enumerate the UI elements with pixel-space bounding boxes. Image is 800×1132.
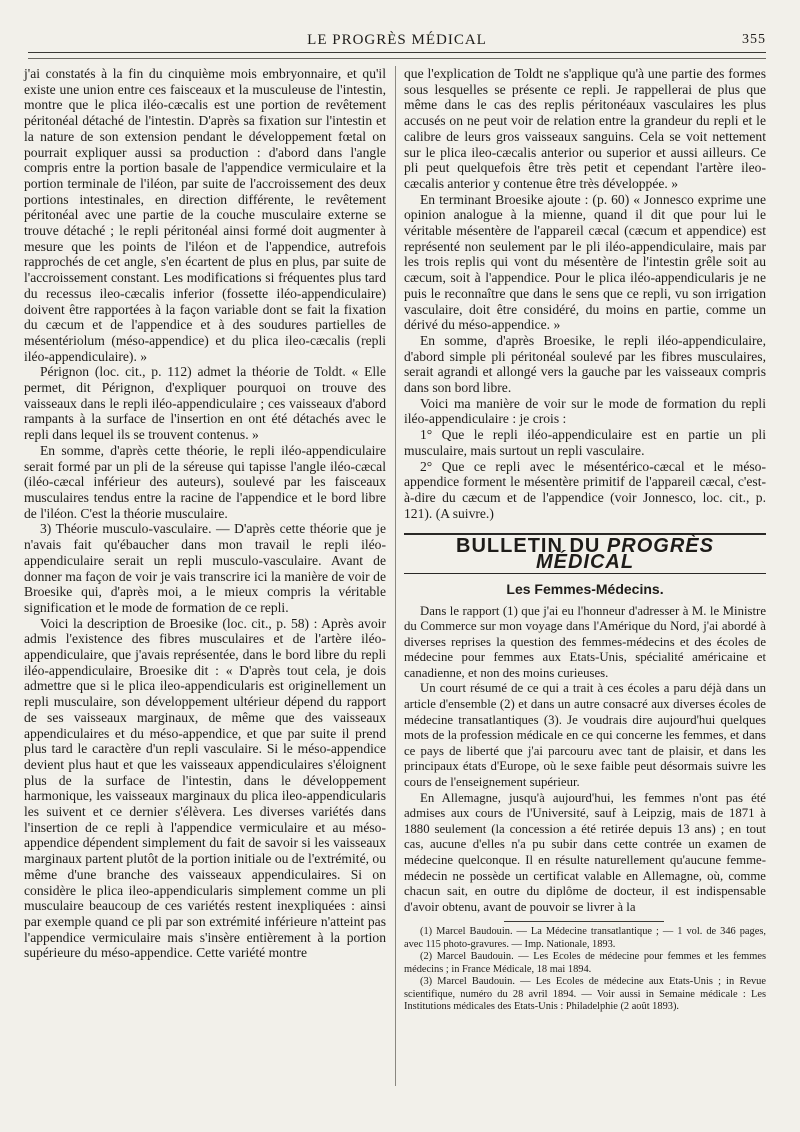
journal-title: LE PROGRÈS MÉDICAL bbox=[307, 32, 487, 48]
section-title: Les Femmes-Médecins. bbox=[506, 580, 664, 597]
column-divider bbox=[395, 66, 396, 1086]
paragraph: Voici ma manière de voir sur le mode de formation du repli iléo-appendiculaire : je crois : bbox=[404, 395, 766, 427]
page-number: 355 bbox=[742, 32, 766, 47]
paragraph: Pérignon (loc. cit., p. 112) admet la théorie de Toldt. « Elle permet, dit Pérignon, d'expliquer pourquoi on trouve des vaisseaux dans le repli iléo-appendiculaire ; ces vaisseaux d'abord rampants à la surface de l'insertion en ont été détachés avec le repli dans lequel ils se trouvent contenus. » bbox=[24, 364, 386, 443]
paragraph: Voici la description de Broesike (loc. cit., p. 58) : Après avoir admis l'existence des fibres musculaires et de l'artère iléo-appendiculaire, que j'avais représentée, dans le bord libre du repli iléo-appendiculaire, Broesike dit : « D'après tout cela, je dois admettre que si le plica ileo-appendicularis est originellement un repli musculaire, son développement ultérieur dépend du rapport de ses vaisseaux marginaux, de même que des vaisseaux appendiculaires et du méso-appendice, et que par suite il prend plus tard le caractère d'un repli vasculaire. Si le méso-appendice devient plus haut et que les vaisseaux appendiculaires s'éloignent plus de la surface de l'intestin, dans le développement harmonique, les vaisseaux marginaux du plica ileo-appendicularis les suivent et ce dernier s'élèvera. Les diverses variétés dans l'insertion de ce repli à l'appendice vermiculaire et au méso-appendice dépendent simplement du fait de savoir si les vaisseaux marginaux partent plutôt de la portion initiale ou de l'extrémité, ou même d'une branche des vaisseaux appendiculaires. Si on considère le plica ileo-appendicularis simplement comme un pli musculaire beaucoup de ces variétés restent inexpliquées : ainsi par exemple quand ce pli par son extrémité inférieure n'atteint pas l'appendice vermiculaire mais s'insère entièrement à la portion supérieure du méso-appendice. Cette variété montre bbox=[24, 615, 386, 961]
paragraph: En terminant Broesike ajoute : (p. 60) « Jonnesco exprime une opinion analogue à la mienne, quand il dit que pour lui le véritable mésentère de l'appareil cæcal (cæcum et appendice) est représenté non seulement par le pli iléo-appendiculaire, mais par les trois replis qui vont du mésentère de l'intestin grêle soit au cæcum, soit à l'appendice. Pour le plica iléo-appendicularis je ne puis le reconnaître que dans le sens que ce repli, vu son irrigation vasculaire, doit être considéré, du moins en partie, comme un dérivé du méso-appendice. » bbox=[404, 191, 766, 333]
footnote: (2) Marcel Baudouin. — Les Ecoles de médecine pour femmes et les femmes médecins ; in France Médicale, 18 mai 1894. bbox=[404, 951, 766, 975]
paragraph: Un court résumé de ce qui a trait à ces écoles a paru déjà dans un article d'ensemble (2) et dans un autre consacré aux diverses écoles de médecine transatlantiques (3). Je voudrais dire aujourd'hui quelques mots de la profession médicale en ce qui concerne les femmes, et dans ce pays de liberté que j'ai parcouru avec tant de plaisir, et dans les principaux états d'Europe, où le sexe faible peut désormais suivre les cours de l'enseignement supérieur. bbox=[404, 681, 766, 790]
paragraph: En somme, d'après cette théorie, le repli iléo-appendiculaire serait formé par un pli de la séreuse qui tapisse l'angle iléo-cæcal (iléo-cæcal inférieur des auteurs), soulevé par les faisceaux musculaires tendus entre la racine de l'appendice et le bord libre de l'iléon. C'est la théorie musculaire. bbox=[24, 442, 386, 521]
right-column bbox=[404, 66, 766, 1014]
paragraph: 3) Théorie musculo-vasculaire. — D'après cette théorie que je n'avais fait qu'ébaucher dans mon travail le repli iléo-appendiculaire serait un repli musculo-vasculaire. Avant de donner ma façon de voir je vais transcrire ici la manière de voir de Broesike qui, d'après moi, a le mieux compris la véritable signification et le mode de formation de ce repli. bbox=[24, 521, 386, 615]
header-rule bbox=[28, 58, 766, 59]
paragraph: 1° Que le repli iléo-appendiculaire est en partie un pli musculaire, mais surtout un repli vasculaire. bbox=[404, 427, 766, 458]
footnote: (3) Marcel Baudouin. — Les Ecoles de médecine aux Etats-Unis ; in Revue scientifique, numéro du 28 avril 1894. — Voir aussi in Semaine médicale : Les Institutions médicales des Etats-Unis : Philadelphie (2 août 1893). bbox=[404, 976, 766, 1013]
paragraph: Dans le rapport (1) que j'ai eu l'honneur d'adresser à M. le Ministre du Commerce sur mon voyage dans l'Amérique du Nord, j'ai abordé à diverses reprises la question des femmes-médecins et des écoles de médecine pour femmes aux Etats-Unis, spécialité américaine et canadienne, et non des moins curieuses. bbox=[404, 603, 766, 680]
running-header bbox=[28, 30, 766, 53]
footnote: (1) Marcel Baudouin. — La Médecine transatlantique ; — 1 vol. de 346 pages, avec 115 photo-gravures. — Imp. Nationale, 1893. bbox=[404, 926, 766, 950]
bulletin-heading bbox=[404, 533, 766, 573]
paragraph: que l'explication de Toldt ne s'applique qu'à une partie des formes sous lesquelles se présente ce repli. Je rappellerai de plus que même dans le cas des replis péritonéaux vasculaires les plus accusés on ne peut voir de relation entre la grandeur du repli et le calibre de leurs gros vaisseaux sanguins. Cela se voit nettement sur le plica ileo-cæcalis anterior ou superior et aussi ailleurs. Ce pli peut quelquefois être très petit et cependant l'artère ileo-cæcalis anterior y contenue être très développée. » bbox=[404, 66, 766, 191]
bulletin-title: PROGRÈS MÉDICAL bbox=[535, 535, 714, 574]
bulletin-lead: BULLETIN DU bbox=[456, 535, 601, 558]
paragraph: 2° Que ce repli avec le mésentérico-cæcal et le méso-appendice forment le mésentère primitif de l'appareil cæcal, c'est-à-dire du cæcum et de l'appendice (voir Jonnesco, loc. cit., p. 121). (A suivre.) bbox=[404, 458, 766, 521]
left-column bbox=[24, 66, 386, 961]
paragraph: En somme, d'après Broesike, le repli iléo-appendiculaire, d'abord simple pli péritonéal soulevé par les fibres musculaires, serait agrandi et allongé vers la gauche par les vaisseaux compris dans son bord libre. bbox=[404, 332, 766, 396]
paragraph: j'ai constatés à la fin du cinquième mois embryonnaire, et qu'il existe une union entre ces faisceaux et la musculeuse de l'intestin, montre que le plica iléo-cæcalis est une portion de revêtement péritonéal détaché de l'intestin. D'après sa fixation sur l'intestin et la nature de son extension pendant le développement fœtal on pourrait expliquer aussi sa production : d'abord dans l'angle compris entre la portion basale de l'appendice vermiculaire et la portion terminale de l'iléon, par suite de l'accroissement des deux portions intestinales, en direction différente, le revêtement péritonéal avec une partie de la couche musculaire externe se trouve détaché ; le repli péritonéal ainsi formé doit augmenter à mesure que les points de l'iléon et de l'appendice, autrefois rapprochés de cet angle, s'en écartent de plus en plus, par suite de l'accroissement constant. Les modifications si fréquentes plus tard du recessus ileo-cæcalis inferior (fossette iléo-appendiculaire) doivent être rapportées à la façon variable dont se fait la fixation du cæcum et de l'appendice et à des soudures partielles de mésentériolum (méso-appendice) et du plica ileo-cæcalis (repli iléo-appendiculaire). » bbox=[24, 66, 386, 364]
paragraph: En Allemagne, jusqu'à aujourd'hui, les femmes n'ont pas été admises aux cours de l'Université, sauf à Leipzig, mais de 1871 à 1880 seulement (la concession a été retirée depuis 13 ans) ; en tout cas, aucune d'elles n'a pu subir dans cette contrée un examen de médecine quelconque. Il en résulte naturellement qu'aucune femme-médecin ne possède un certificat valable en Allemagne, où, comme chacun sait, en outre du diplôme de docteur, il est indispensable d'avoir obtenu, avant de pouvoir se livrer à la bbox=[404, 790, 766, 914]
footnote-rule bbox=[504, 921, 664, 922]
